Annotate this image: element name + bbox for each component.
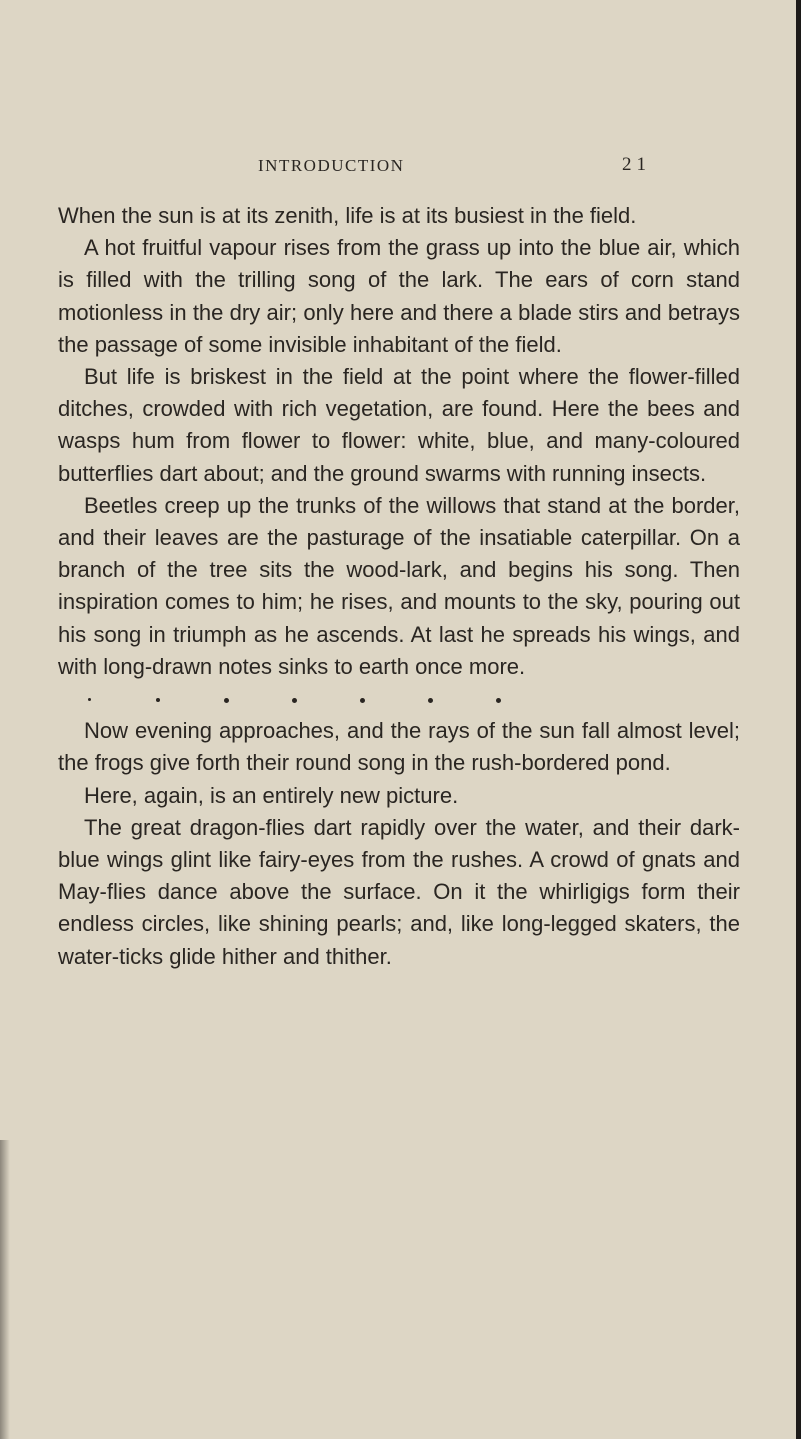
paragraph: The great dragon-flies dart rapidly over the water, and their dark-blue wings glint like fairy-eyes from the rushes. A crowd of gnats and May-flies dance above the surface. On it the whirligigs form their endless circles, like shining pearls; and, like long-legged skaters, the water-ticks glide hither and thither. xyxy=(58,814,740,969)
paragraph: When the sun is at its zenith, life is at its busiest in the field. xyxy=(58,203,637,228)
body-text xyxy=(58,200,740,973)
running-head xyxy=(0,150,801,180)
paragraph: A hot fruitful vapour rises from the grass up into the blue air, which is filled with the trilling song of the lark. The ears of corn stand motionless in the dry air; only here and there a blade stirs and betrays the passage of some invisible inhabitant of the field. xyxy=(58,235,740,357)
running-title: INTRODUCTION xyxy=(258,156,405,175)
paragraph: Now evening approaches, and the rays of the sun fall almost level; the frogs give forth their round song in the rush-bordered pond. xyxy=(58,718,740,776)
paragraph: But life is briskest in the field at the point where the flower-filled ditches, crowded with rich vegetation, are found. Here the bees and wasps hum from flower to flower: white, blue, and many-coloured butterflies dart about; and the ground swarms with running insects. xyxy=(58,364,740,486)
page-edge xyxy=(796,0,801,1439)
page-number: 21 xyxy=(622,154,651,175)
paragraph: Here, again, is an entirely new picture. xyxy=(84,782,459,808)
gutter-shadow xyxy=(0,1140,10,1439)
paragraph: Beetles creep up the trunks of the willows that stand at the border, and their leaves are the pasturage of the insatiable caterpillar. On a branch of the tree sits the wood-lark, and begins his song. Then inspiration comes to him; he rises, and mounts to the sky, pouring out his song in triumph as he ascends. At last he spreads his wings, and with long-drawn notes sinks to earth once more. xyxy=(58,492,740,679)
section-break-dots xyxy=(58,683,740,715)
